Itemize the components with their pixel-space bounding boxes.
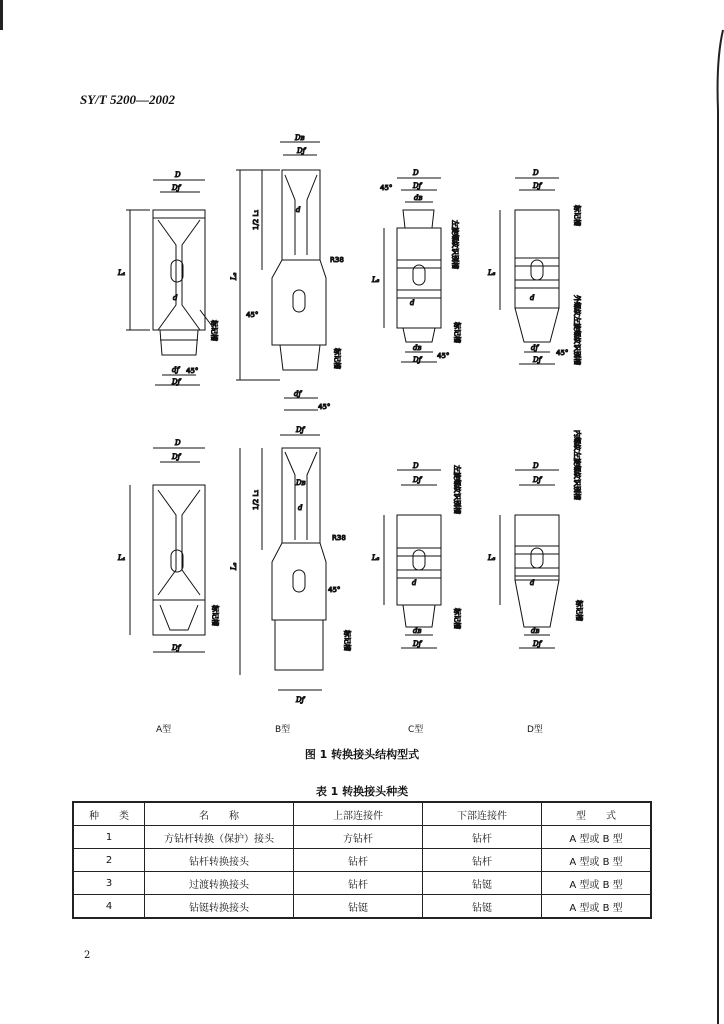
drawing-a-top — [126, 180, 215, 385]
cell-category: 4 — [73, 895, 145, 919]
label-d-45: 45° — [556, 349, 569, 357]
table-row — [73, 872, 651, 895]
cell-lower: 钻杆 — [423, 849, 542, 872]
drawing-c-top — [384, 178, 441, 362]
label-a-d: D — [175, 171, 181, 179]
label-a2-d: D — [175, 439, 181, 447]
label-b-db: Dʙ — [295, 134, 305, 142]
label-c2-l3: L₃ — [372, 554, 380, 562]
type-label-d: D型 — [527, 725, 543, 735]
label-b2-halfl1: 1/2 L₁ — [252, 489, 260, 510]
type-label-c: C型 — [408, 725, 424, 735]
figure-caption: 图 1 转换接头结构型式 — [304, 748, 420, 761]
drawing-a-bottom — [130, 448, 205, 652]
label-a2-df: Dƒ — [172, 453, 181, 461]
label-c-45: 45° — [380, 184, 393, 192]
label-c2-db: dʙ — [413, 627, 422, 635]
table-row — [73, 895, 651, 919]
label-c-d: D — [413, 169, 419, 177]
label-c2-df: Dƒ — [413, 476, 422, 484]
col-header-type: 型 式 — [542, 802, 652, 826]
cell-category: 3 — [73, 872, 145, 895]
type-label-a: A型 — [156, 725, 172, 735]
label-b-45: 45° — [246, 311, 259, 319]
adapter-types-table — [72, 801, 652, 919]
label-b2-df: Dƒ — [296, 426, 305, 434]
label-b-45b: 45° — [318, 403, 331, 411]
type-label-b: B型 — [275, 725, 291, 735]
label-d2-l3: L₃ — [488, 554, 496, 562]
label-a2-mark: 标记槽 — [211, 605, 219, 626]
label-d2-df: Dƒ — [533, 476, 542, 484]
cell-upper: 钻杆 — [294, 872, 423, 895]
table-row — [73, 826, 651, 849]
cell-type: A 型或 B 型 — [542, 872, 652, 895]
label-a-mark: 标记槽 — [210, 320, 218, 341]
label-b2-d: d — [298, 504, 303, 512]
label-c2-dd: d — [412, 579, 417, 587]
label-c2-groove: 左旋螺纹识别槽 — [453, 465, 461, 514]
label-b2-r38: R38 — [332, 534, 346, 542]
cell-upper: 钻杆 — [294, 849, 423, 872]
label-b2-l2: L₂ — [230, 562, 238, 570]
label-d-df3: Dƒ — [533, 356, 542, 364]
table-header-row — [73, 802, 651, 826]
label-b-l2: L₂ — [230, 272, 238, 280]
cell-lower: 钻铤 — [423, 895, 542, 919]
col-header-lower: 下部连接件 — [423, 802, 542, 826]
drawing-canvas — [0, 130, 724, 740]
label-c-df: Dƒ — [413, 182, 422, 190]
label-d2-d: D — [533, 462, 539, 470]
label-b-d: d — [296, 206, 301, 214]
label-c2-d: D — [413, 462, 419, 470]
col-header-category: 种 类 — [73, 802, 145, 826]
drawing-c-bottom — [384, 470, 441, 648]
label-c-groove: 左旋螺纹识别槽 — [451, 220, 459, 269]
label-a2-df2: Dƒ — [172, 644, 181, 652]
label-c-l3: L₃ — [372, 276, 380, 284]
table-caption: 表 1 转换接头种类 — [315, 785, 409, 798]
label-c-mark: 标记槽 — [453, 322, 461, 343]
cell-name: 钻铤转换接头 — [145, 895, 294, 919]
cell-category: 1 — [73, 826, 145, 849]
col-header-name: 名 称 — [145, 802, 294, 826]
label-b-mark: 标记槽 — [333, 348, 341, 369]
label-d2-db: dʙ — [531, 627, 540, 635]
label-a-df3: Dƒ — [172, 378, 181, 386]
figure-1-drawings — [0, 130, 724, 740]
standard-code: SY/T 5200—2002 — [80, 92, 175, 107]
label-d-l3: L₃ — [488, 269, 496, 277]
label-b-halfl1: 1/2 L₁ — [252, 209, 260, 230]
cell-upper: 钻铤 — [294, 895, 423, 919]
label-c-45b: 45° — [437, 352, 450, 360]
label-a-45: 45° — [186, 367, 199, 375]
label-a-l1: L₁ — [118, 269, 126, 277]
drawing-b-top — [236, 142, 326, 410]
label-b-df2: dƒ — [294, 390, 302, 398]
cell-lower: 钻铤 — [423, 872, 542, 895]
scan-artifact-edge — [714, 0, 724, 1024]
drawing-d-top — [500, 178, 559, 364]
drawing-d-bottom — [500, 470, 559, 648]
cell-upper: 方钻杆 — [294, 826, 423, 849]
cell-name: 方钻杆转换（保护）接头 — [145, 826, 294, 849]
col-header-upper: 上部连接件 — [294, 802, 423, 826]
drawing-b-bottom — [240, 435, 326, 690]
label-d2-dd: d — [530, 579, 535, 587]
cell-type: A 型或 B 型 — [542, 826, 652, 849]
label-a-dd: d — [173, 294, 178, 302]
label-c2-mark: 标记槽 — [453, 608, 461, 629]
cell-type: A 型或 B 型 — [542, 849, 652, 872]
cell-name: 钻杆转换接头 — [145, 849, 294, 872]
label-a2-l1: L₁ — [118, 554, 126, 562]
label-d-dd: d — [530, 294, 535, 302]
label-d2-mark: 标记槽 — [575, 600, 583, 621]
label-d-mark: 标记槽 — [573, 205, 581, 226]
label-d-groove: 外螺纹左旋螺纹识别槽 — [573, 295, 581, 365]
label-b2-df2: Dƒ — [296, 696, 305, 704]
label-d-df2: dƒ — [531, 344, 539, 352]
label-a-df2: dƒ — [172, 366, 180, 374]
cell-lower: 钻杆 — [423, 826, 542, 849]
label-d2-groove: 内螺纹左旋螺纹识别槽 — [573, 430, 581, 500]
label-d-d: D — [533, 169, 539, 177]
label-b2-45: 45° — [328, 586, 341, 594]
label-c-db2: dʙ — [413, 344, 422, 352]
label-c-db: dʙ — [414, 194, 423, 202]
scan-artifact-bar — [0, 0, 3, 30]
label-c-df2: Dƒ — [413, 356, 422, 364]
label-c-dd: d — [410, 299, 415, 307]
label-b2-mark: 标记槽 — [343, 630, 351, 651]
table-row — [73, 849, 651, 872]
label-d-df: Dƒ — [533, 182, 542, 190]
label-c2-df2: Dƒ — [413, 640, 422, 648]
page-number: 2 — [84, 950, 91, 961]
cell-type: A 型或 B 型 — [542, 895, 652, 919]
cell-name: 过渡转换接头 — [145, 872, 294, 895]
label-a-df: Dƒ — [172, 184, 181, 192]
cell-category: 2 — [73, 849, 145, 872]
label-b-r38: R38 — [330, 256, 344, 264]
label-b-df: Dƒ — [297, 147, 306, 155]
label-d2-df2: Dƒ — [533, 640, 542, 648]
label-b2-db: Dʙ — [296, 479, 306, 487]
